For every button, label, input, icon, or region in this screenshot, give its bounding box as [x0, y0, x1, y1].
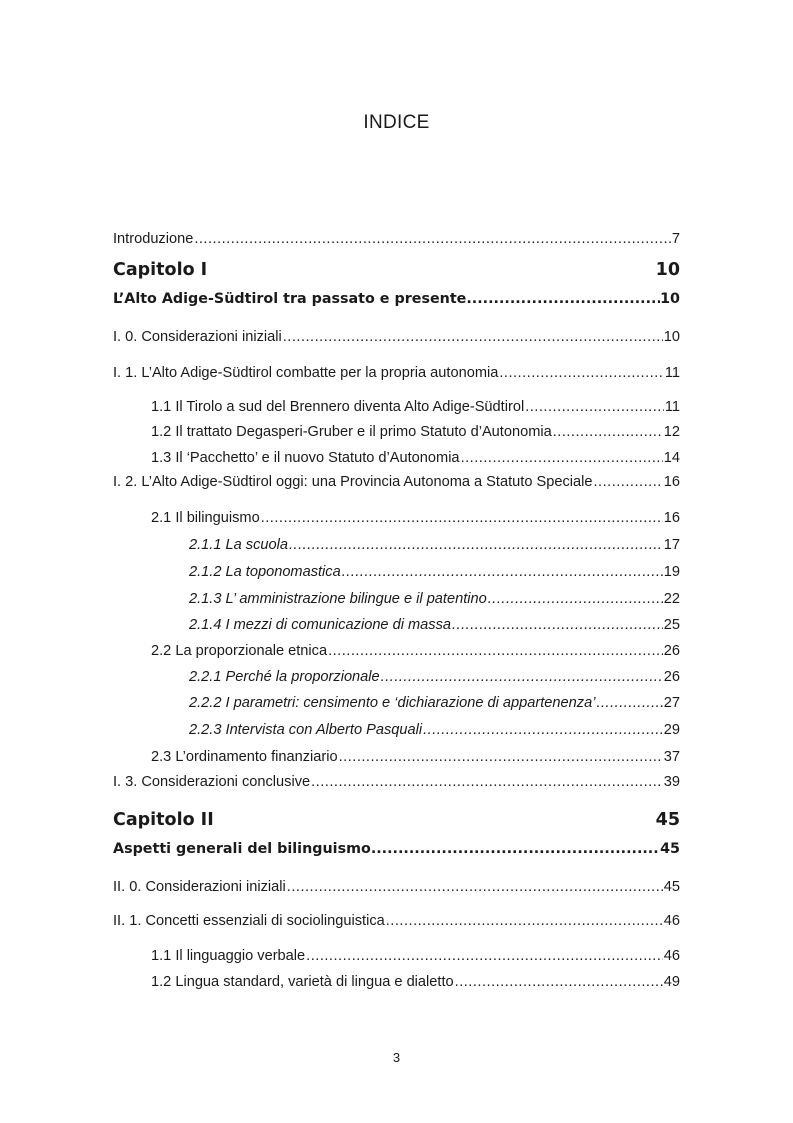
- toc-entry-page: 22: [663, 591, 680, 607]
- toc-entry-page: 14: [663, 450, 680, 466]
- toc-entry[interactable]: [151, 971, 680, 993]
- dot-leader: [194, 228, 671, 250]
- dot-leader: [593, 471, 662, 493]
- toc-entry-label: 2.1.1 La scuola: [189, 537, 288, 553]
- dot-leader: [455, 971, 663, 993]
- chapter-title: Capitolo II: [113, 810, 214, 830]
- toc-entry-label: 1.1 Il linguaggio verbale: [151, 948, 306, 964]
- chapter-subtitle-page: 10: [660, 291, 680, 307]
- toc-entry[interactable]: [189, 561, 680, 583]
- dot-leader: [386, 910, 663, 932]
- chapter-heading-2[interactable]: [113, 810, 680, 836]
- toc-entry[interactable]: [113, 876, 680, 898]
- dot-leader: [596, 692, 662, 714]
- chapter-page: 45: [655, 810, 680, 830]
- toc-entry-page: 17: [663, 537, 680, 553]
- toc-entry-label: 2.3 L’ordinamento finanziario: [151, 749, 338, 765]
- toc-entry-page: 10: [663, 329, 680, 345]
- toc-entry-page: 12: [663, 424, 680, 440]
- toc-entry[interactable]: [151, 640, 680, 662]
- dot-leader: [488, 588, 663, 610]
- toc-entry-page: 16: [663, 474, 680, 490]
- toc-entry-label: Introduzione: [113, 231, 194, 247]
- toc-entry-label: 2.2.1 Perché la proporzionale: [189, 669, 380, 685]
- toc-entry-page: 7: [671, 231, 680, 247]
- toc-entry-page: 46: [663, 913, 680, 929]
- toc-entry-label: 1.2 Il trattato Degasperi-Gruber e il primo Statuto d’Autonomia: [151, 424, 552, 440]
- toc-entry[interactable]: [113, 910, 680, 932]
- toc-entry-label: I. 2. L’Alto Adige-Südtirol oggi: una Provincia Autonoma a Statuto Speciale: [113, 474, 593, 490]
- dot-leader: [381, 666, 663, 688]
- chapter-page: 10: [655, 260, 680, 280]
- toc-entry[interactable]: [151, 421, 680, 443]
- dot-leader: [452, 614, 663, 636]
- toc-entry-page: 37: [663, 749, 680, 765]
- toc-entry[interactable]: [189, 588, 680, 610]
- toc-entry-label: 1.2 Lingua standard, varietà di lingua e dialetto: [151, 974, 454, 990]
- dot-leader: [289, 534, 663, 556]
- chapter-subtitle-label: L’Alto Adige-Südtirol tra passato e presente: [113, 291, 467, 307]
- toc-entry[interactable]: [151, 507, 680, 529]
- toc-entry[interactable]: [151, 396, 680, 418]
- chapter-title: Capitolo I: [113, 260, 208, 280]
- toc-entry-page: 25: [663, 617, 680, 633]
- toc-entry-page: 26: [663, 643, 680, 659]
- toc-entry-page: 16: [663, 510, 680, 526]
- toc-entry-page: 11: [664, 365, 680, 381]
- page-number: 3: [392, 1050, 401, 1065]
- dot-leader: [423, 719, 663, 741]
- toc-entry-label: 1.1 Il Tirolo a sud del Brennero diventa Alto Adige-Südtirol: [151, 399, 525, 415]
- toc-entry-label: 2.1.3 L’ amministrazione bilingue e il patentino: [189, 591, 487, 607]
- toc-entry[interactable]: [151, 447, 680, 469]
- toc-entry-page: 39: [663, 774, 680, 790]
- toc-entry[interactable]: [189, 614, 680, 636]
- toc-entry-page: 29: [663, 722, 680, 738]
- toc-entry-page: 46: [663, 948, 680, 964]
- toc-entry-label: I. 3. Considerazioni conclusive: [113, 774, 311, 790]
- dot-leader: [461, 447, 663, 469]
- chapter-subtitle-label: Aspetti generali del bilinguismo: [113, 841, 371, 857]
- toc-entry[interactable]: [113, 326, 680, 348]
- toc-entry-page: 19: [663, 564, 680, 580]
- toc-entry-page: 27: [663, 695, 680, 711]
- toc-entry-introduzione[interactable]: [113, 228, 680, 250]
- toc-entry-label: 2.1 Il bilinguismo: [151, 510, 260, 526]
- toc-entry-page: 49: [663, 974, 680, 990]
- toc-entry[interactable]: [151, 746, 680, 768]
- chapter-subtitle-2[interactable]: [113, 841, 680, 863]
- toc-entry-label: 2.2.2 I parametri: censimento e ‘dichiarazione di appartenenza’: [189, 695, 596, 711]
- chapter-subtitle-1[interactable]: [113, 291, 680, 313]
- toc-entry[interactable]: [189, 534, 680, 556]
- toc-entry-label: 2.2 La proporzionale etnica: [151, 643, 328, 659]
- toc-entry-label: II. 0. Considerazioni iniziali: [113, 879, 286, 895]
- toc-entry-page: 26: [663, 669, 680, 685]
- dot-leader: [306, 945, 663, 967]
- dot-leader: [261, 507, 663, 529]
- toc-entry-label: I. 0. Considerazioni iniziali: [113, 329, 282, 345]
- page-title: INDICE: [363, 112, 430, 133]
- toc-entry-label: 1.3 Il ‘Pacchetto’ e il nuovo Statuto d’Autonomia: [151, 450, 460, 466]
- dot-leader: [553, 421, 663, 443]
- toc-entry[interactable]: [151, 945, 680, 967]
- chapter-subtitle-page: 45: [660, 841, 680, 857]
- dot-leader: [328, 640, 663, 662]
- toc-entry[interactable]: [189, 719, 680, 741]
- dot-leader: [339, 746, 663, 768]
- dot-leader: [466, 291, 660, 307]
- dot-leader: [525, 396, 664, 418]
- dot-leader: [287, 876, 663, 898]
- toc-entry-page: 11: [664, 399, 680, 415]
- dot-leader: [311, 771, 663, 793]
- toc-entry[interactable]: [189, 666, 680, 688]
- dot-leader: [342, 561, 663, 583]
- chapter-heading-1[interactable]: [113, 260, 680, 286]
- toc-entry-page: 45: [663, 879, 680, 895]
- toc-entry-label: 2.1.4 I mezzi di comunicazione di massa: [189, 617, 451, 633]
- dot-leader: [283, 326, 663, 348]
- dot-leader: [499, 362, 664, 384]
- toc-entry-label: I. 1. L’Alto Adige-Südtirol combatte per la propria autonomia: [113, 365, 499, 381]
- toc-entry[interactable]: [189, 692, 680, 714]
- toc-entry-label: 2.2.3 Intervista con Alberto Pasquali: [189, 722, 423, 738]
- dot-leader: [371, 841, 660, 857]
- toc-entry-label: II. 1. Concetti essenziali di sociolinguistica: [113, 913, 385, 929]
- toc-entry[interactable]: [113, 471, 680, 493]
- toc-entry-label: 2.1.2 La toponomastica: [189, 564, 341, 580]
- toc-entry[interactable]: [113, 771, 680, 793]
- toc-entry[interactable]: [113, 362, 680, 384]
